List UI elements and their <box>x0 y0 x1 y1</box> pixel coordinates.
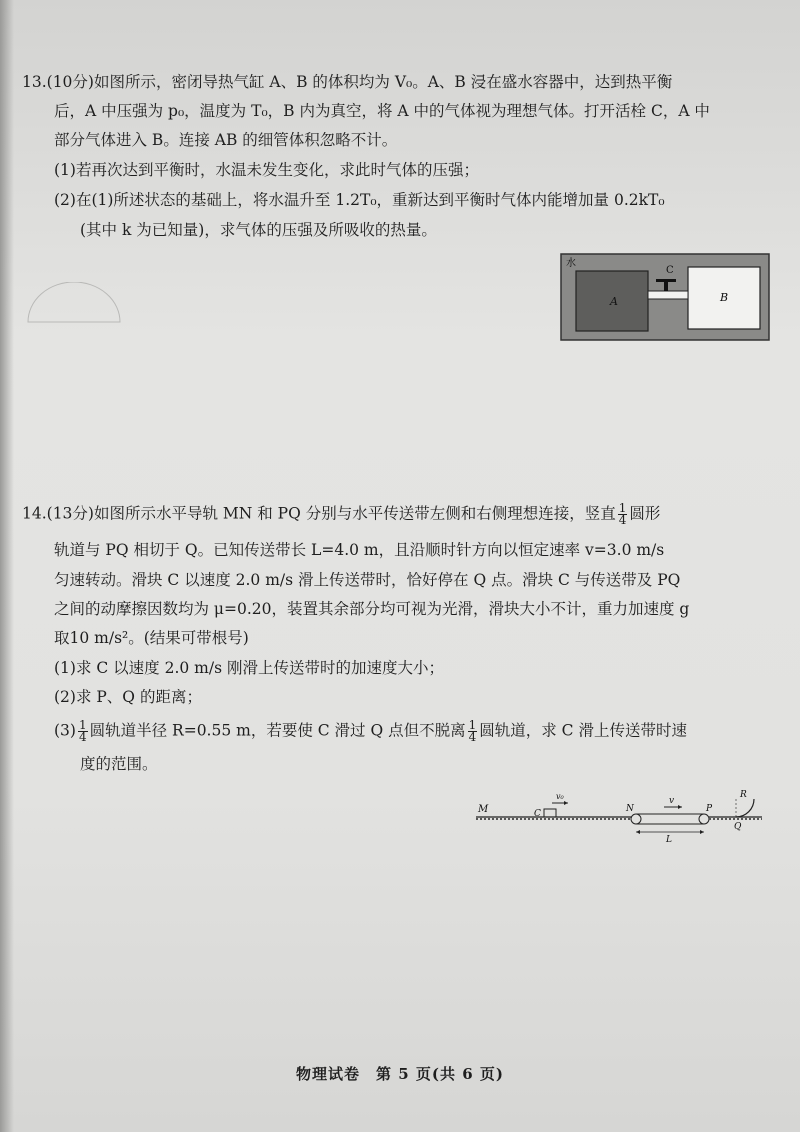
q13-part-2: (2)在(1)所述状态的基础上，将水温升至 1.2T₀，重新达到平衡时气体内能增加量 0.2kT₀ <box>54 191 665 209</box>
page-edge-shadow <box>0 0 14 1132</box>
q14-line-2: 轨道与 PQ 相切于 Q。已知传送带长 L=4.0 m，且沿顺时针方向以恒定速率 v=3.0 m/s <box>54 541 665 559</box>
pulley-right <box>699 814 709 824</box>
valve-label: C <box>666 265 674 276</box>
q14-part-3-text-a: 圆轨道半径 R=0.55 m，若要使 C 滑过 Q 点但不脱离 <box>89 721 466 740</box>
q13-line-1: 13.(10分)如图所示，密闭导热气缸 A、B 的体积均为 V₀。A、B 浸在盛水容器中，达到热平衡 <box>22 73 673 91</box>
connecting-tube <box>648 291 688 299</box>
label-p: P <box>706 804 713 814</box>
label-m: M <box>478 804 489 815</box>
pulley-left <box>631 814 641 824</box>
label-r: R <box>740 790 747 800</box>
conveyor-diagram <box>472 785 772 845</box>
valve-stem <box>664 281 668 291</box>
q13-part-1: (1)若再次达到平衡时，水温未发生变化，求此时气体的压强； <box>54 161 479 179</box>
quarter-fraction <box>618 503 628 526</box>
q13-line-2: 后，A 中压强为 p₀，温度为 T₀，B 内为真空，将 A 中的气体视为理想气体。打开活栓 C，A 中 <box>54 102 710 120</box>
label-v0: v₀ <box>556 792 564 801</box>
fraction-numerator-2: 1 <box>78 718 87 732</box>
fraction-denominator-2: 4 <box>78 730 87 744</box>
q14-line-1-end: 圆形 <box>629 504 661 523</box>
gas-cylinder-diagram <box>560 253 770 341</box>
bleed-through-arc <box>24 282 124 324</box>
fraction-denominator-3: 4 <box>468 730 477 744</box>
label-v: v <box>669 796 675 806</box>
q14-line-1-text: 14.(13分)如图所示水平导轨 MN 和 PQ 分别与水平传送带左侧和右侧理想连接，竖直 <box>22 504 616 523</box>
q13-line-3: 部分气体进入 B。连接 AB 的细管体积忽略不计。 <box>54 131 398 149</box>
q14-part-3 <box>54 720 687 743</box>
v-arrowhead <box>678 805 682 809</box>
fraction-denominator: 4 <box>618 513 627 527</box>
fraction-numerator-3: 1 <box>468 718 477 732</box>
water-label: 水 <box>566 258 576 269</box>
quarter-circle-track <box>736 799 754 817</box>
slider-c <box>544 809 556 817</box>
q14-line-5: 取10 m/s²。(结果可带根号) <box>54 629 249 647</box>
q14-part-3-cont: 度的范围。 <box>80 755 158 773</box>
cylinder-a-label: A <box>610 295 618 308</box>
q14-part-3-prefix: (3) <box>54 721 76 740</box>
fraction-numerator: 1 <box>618 501 627 515</box>
q14-part-2: (2)求 P、Q 的距离； <box>54 688 202 706</box>
q14-line-3: 匀速转动。滑块 C 以速度 2.0 m/s 滑上传送带时，恰好停在 Q 点。滑块 C 与传送带及 PQ <box>54 571 681 589</box>
q14-part-3-text-b: 圆轨道，求 C 滑上传送带时速 <box>479 721 687 740</box>
v0-arrowhead <box>564 801 568 805</box>
q13-part-2-cont: (其中 k 为已知量)，求气体的压强及所吸收的热量。 <box>80 221 437 239</box>
q14-line-4: 之间的动摩擦因数均为 μ=0.20，装置其余部分均可视为光滑，滑块大小不计，重力加速度 g <box>54 600 690 618</box>
label-q: Q <box>734 822 742 832</box>
valve-handle <box>656 279 676 282</box>
quarter-fraction-2 <box>78 720 88 743</box>
label-l: L <box>666 835 672 845</box>
label-c: C <box>534 809 541 819</box>
q14-part-1: (1)求 C 以速度 2.0 m/s 刚滑上传送带时的加速度大小； <box>54 659 444 677</box>
q14-line-1 <box>22 503 660 526</box>
page-footer: 物理试卷 第 5 页(共 6 页) <box>296 1065 504 1083</box>
quarter-fraction-3 <box>468 720 478 743</box>
label-n: N <box>626 804 634 814</box>
cylinder-b-label: B <box>720 291 729 304</box>
